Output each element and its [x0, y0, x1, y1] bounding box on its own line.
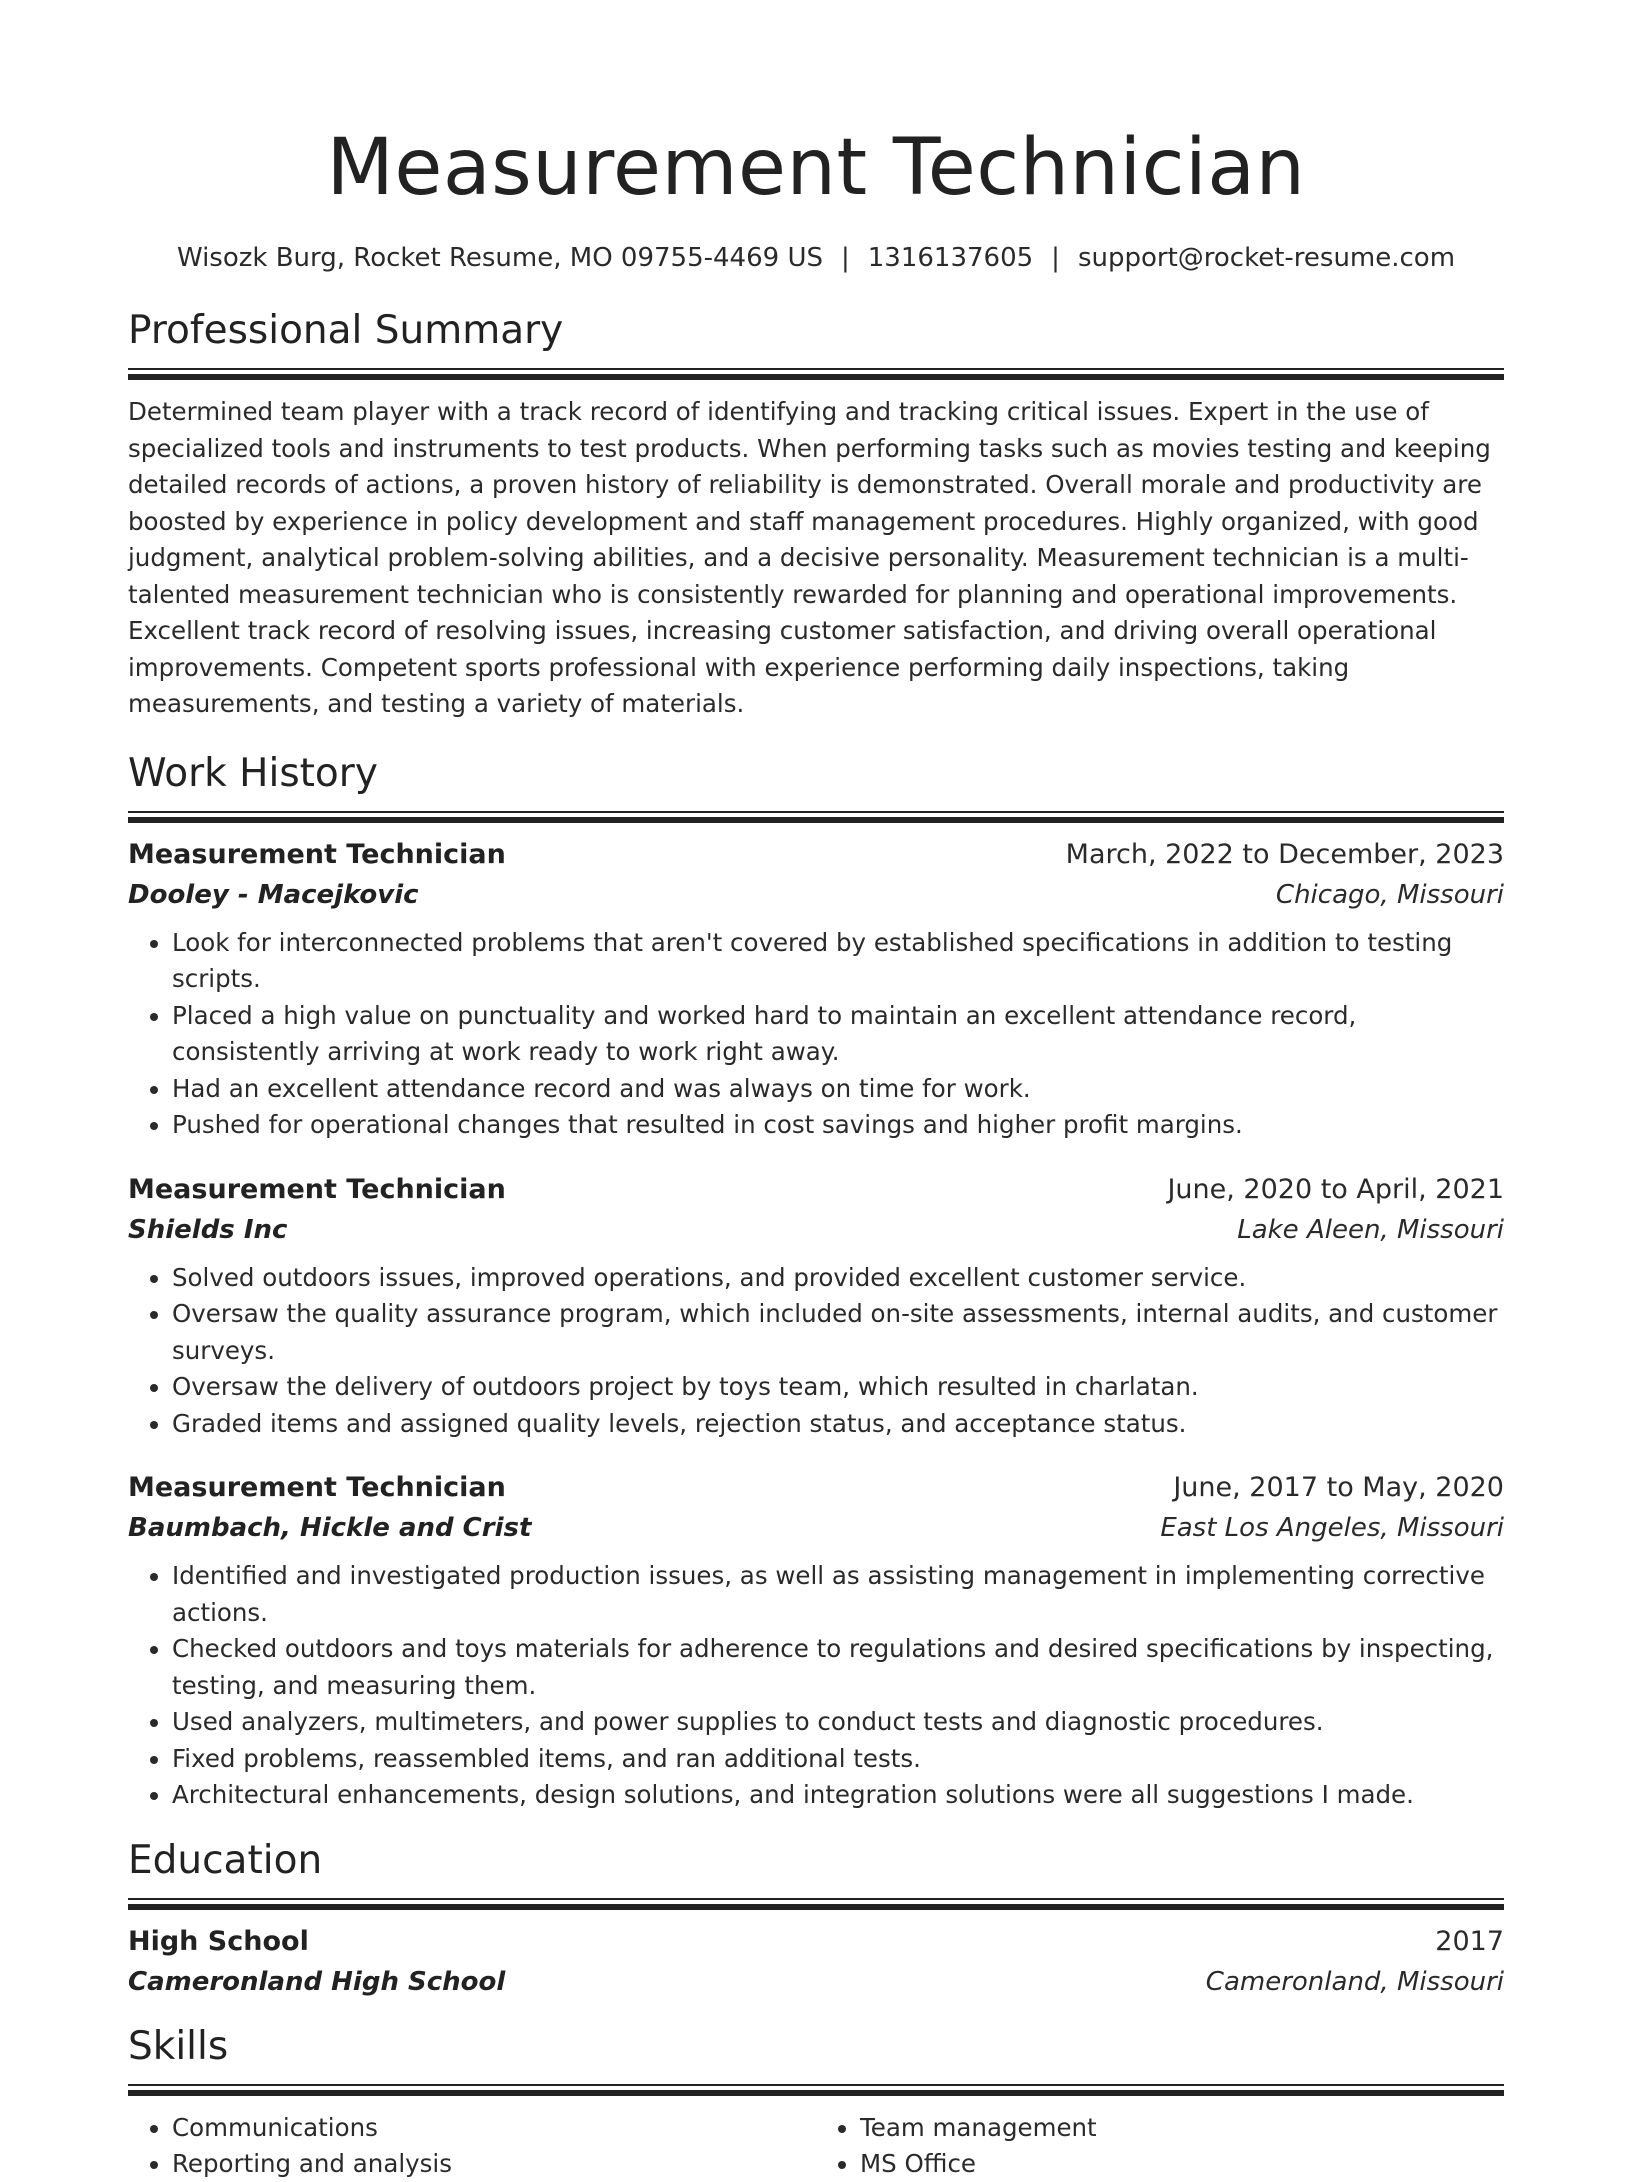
list-item: • Identified and investigated production issues, as well as assisting management in implementing corrective actions.	[172, 1558, 1504, 1631]
skills-section	[128, 2022, 1504, 2182]
education-section	[128, 1836, 1504, 2002]
job-entry	[128, 1468, 1504, 1814]
skills-columns	[128, 2110, 1504, 2182]
section-rule	[128, 811, 1504, 823]
contact-phone: 1316137605	[867, 243, 1034, 273]
job-company: Shields Inc	[128, 1214, 288, 1245]
list-item: • Placed a high value on punctuality and worked hard to maintain an excellent attendance record, consistently arriving at work ready to work right away.	[172, 998, 1504, 1071]
list-item: • Pushed for operational changes that resulted in cost savings and higher profit margins.	[172, 1107, 1504, 1144]
list-item: • Oversaw the delivery of outdoors project by toys team, which resulted in charlatan.	[172, 1369, 1504, 1406]
list-item: • Graded items and assigned quality levels, rejection status, and acceptance status.	[172, 1406, 1504, 1443]
job-dates: March, 2022 to December, 2023	[1065, 838, 1504, 870]
job-subheader	[128, 1210, 1504, 1250]
job-header	[128, 1468, 1504, 1508]
summary-text: Determined team player with a track record of identifying and tracking critical issues. Expert in the use of specialized tools and instruments to test products. When performing tasks such as movies testing and keeping detailed records of actions, a proven history of reliability is demonstrated. Overall morale and productivity are boosted by experience in policy development and staff management procedures. Highly organized, with good judgment, analytical problem-solving abilities, and a decisive personality. Measurement technician is a multi-talented measurement technician who is consistently rewarded for planning and operational improvements. Excellent track record of resolving issues, increasing customer satisfaction, and driving overall operational improvements. Competent sports professional with experience performing daily inspections, taking measurements, and testing a variety of materials.	[128, 397, 1491, 718]
list-item: • Team management	[860, 2110, 1504, 2146]
job-company: Dooley - Macejkovic	[128, 879, 419, 910]
job-subheader	[128, 875, 1504, 915]
job-dates: June, 2017 to May, 2020	[1173, 1472, 1504, 1503]
job-entry	[128, 1170, 1504, 1443]
job-header	[128, 835, 1504, 875]
section-title-skills: Skills	[128, 2023, 229, 2069]
job-bullets	[128, 1558, 1504, 1814]
job-title: Measurement Technician	[128, 838, 506, 870]
education-subheader	[128, 1962, 1504, 2002]
education-location: Cameronland, Missouri	[1205, 1966, 1504, 1997]
section-rule	[128, 1898, 1504, 1910]
summary-section	[128, 306, 1504, 723]
list-item: • Architectural enhancements, design solutions, and integration solutions were all suggestions I made.	[172, 1777, 1504, 1814]
section-rule	[128, 368, 1504, 380]
list-item: • Fixed problems, reassembled items, and ran additional tests.	[172, 1741, 1504, 1778]
job-header	[128, 1170, 1504, 1210]
contact-address: Wisozk Burg, Rocket Resume, MO 09755-4469 US	[176, 243, 823, 273]
education-header	[128, 1922, 1504, 1962]
contact-email: support@rocket-resume.com	[1077, 243, 1456, 273]
job-entry	[128, 835, 1504, 1144]
work-section	[128, 749, 1504, 1814]
education-school: Cameronland High School	[128, 1966, 506, 1997]
list-item: • Look for interconnected problems that aren't covered by established specifications in addition to testing scripts.	[172, 925, 1504, 998]
contact-line	[128, 240, 1504, 276]
education-degree: High School	[128, 1925, 309, 1957]
job-location: East Los Angeles, Missouri	[1160, 1513, 1504, 1543]
job-location: Lake Aleen, Missouri	[1237, 1214, 1504, 1245]
list-item: • Reporting and analysis	[172, 2146, 816, 2182]
education-entry	[128, 1922, 1504, 2002]
education-year: 2017	[1435, 1925, 1504, 1957]
skills-column-left	[128, 2110, 816, 2182]
list-item: • Checked outdoors and toys materials for adherence to regulations and desired specifications by inspecting, testing, and measuring them.	[172, 1631, 1504, 1704]
job-location: Chicago, Missouri	[1275, 879, 1504, 910]
job-subheader	[128, 1508, 1504, 1548]
job-bullets	[128, 1260, 1504, 1443]
contact-separator: |	[840, 243, 850, 273]
list-item: • MS Office	[860, 2146, 1504, 2182]
job-dates: June, 2020 to April, 2021	[1167, 1173, 1504, 1205]
list-item: • Oversaw the quality assurance program, which included on-site assessments, internal audits, and customer surveys.	[172, 1296, 1504, 1369]
job-company: Baumbach, Hickle and Crist	[128, 1513, 532, 1543]
section-rule	[128, 2084, 1504, 2096]
list-item: • Solved outdoors issues, improved operations, and provided excellent customer service.	[172, 1260, 1504, 1297]
section-title-education: Education	[128, 1837, 323, 1883]
contact-separator: |	[1051, 243, 1060, 273]
section-title-summary: Professional Summary	[128, 308, 564, 353]
job-bullets	[128, 925, 1504, 1144]
list-item: • Communications	[172, 2110, 816, 2146]
skills-column-right	[816, 2110, 1504, 2182]
section-title-work: Work History	[128, 750, 378, 796]
resume-name: Measurement Technician	[326, 123, 1306, 213]
job-title: Measurement Technician	[128, 1173, 506, 1205]
list-item: • Used analyzers, multimeters, and power supplies to conduct tests and diagnostic procedures.	[172, 1704, 1504, 1741]
job-title: Measurement Technician	[128, 1472, 506, 1503]
list-item: • Had an excellent attendance record and was always on time for work.	[172, 1071, 1504, 1108]
